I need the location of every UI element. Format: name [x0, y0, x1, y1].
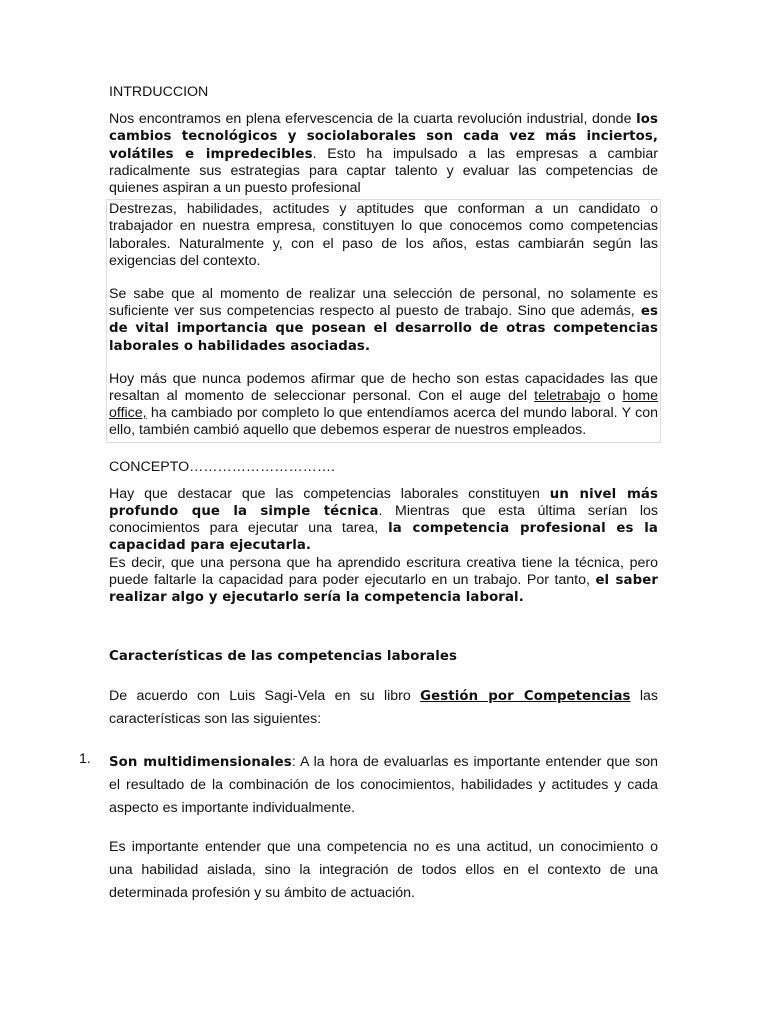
box-paragraph-2: [109, 286, 658, 355]
box-p2-text: Se sabe que al momento de realizar una selección de personal, no solamente es suficiente ver sus competencias respecto al puesto de trabajo. Sino que además,: [109, 286, 658, 320]
concept-paragraph-2: [109, 555, 658, 607]
box-paragraph-3: [109, 371, 658, 440]
concept-p1-bold-1: un nivel más profundo que la simple técnica: [109, 486, 658, 520]
list-item-term: Son multidimensionales: [109, 755, 292, 771]
characteristics-intro-b: las características son las siguientes:: [109, 688, 659, 728]
characteristics-intro-a: De acuerdo con Luis Sagi-Vela en su libro: [109, 688, 421, 705]
home-office-link[interactable]: home office,: [109, 388, 658, 422]
concept-heading: CONCEPTO………………………….: [109, 458, 335, 475]
concept-p2-bold: el saber realizar algo y ejecutarlo sería la competencia laboral.: [109, 572, 658, 606]
book-title: Gestión por Competencias: [420, 689, 631, 705]
box-p3-text-a: Hoy más que nunca podemos afirmar que de hecho son estas capacidades las que resaltan al momento de seleccionar personal. Con el auge del: [109, 370, 658, 405]
box-p2-bold: es de vital importancia que posean el desarrollo de otras competencias laborales o habilidades asociadas.: [109, 304, 658, 354]
intro-text-a: Nos encontramos en plena efervescencia de la cuarta revolución industrial, donde: [109, 111, 637, 128]
box-p3-text-b: o: [600, 388, 623, 405]
concept-p1-bold-2: la competencia profesional es la capacidad para ejecutarla.: [109, 521, 659, 554]
list-item-extra: Es importante entender que una competencia no es una actitud, un conocimiento o una habilidad aislada, sino la integración de todos ellos en el contexto de una determinada profesión y su ámbito de actuación.: [109, 839, 658, 902]
box-p3-text-c: ha cambiado por completo lo que entendíamos acerca del mundo laboral. Y con ello, también cambió aquello que debemos esperar de nuestros empleados.: [109, 405, 658, 439]
teletrabajo-link[interactable]: teletrabajo: [534, 388, 601, 405]
document-page: [79, 84, 659, 905]
concept-p1-c: . Mientras que esta última serían los conocimientos para ejecutar una tarea,: [109, 503, 658, 537]
quoted-box: [106, 199, 661, 442]
intro-text-c: . Esto ha impulsado a las empresas a cambiar radicalmente sus estrategias para captar talento y evaluar las competencias de quienes aspiran a un puesto profesional: [109, 145, 658, 197]
characteristics-list: [79, 751, 658, 905]
characteristics-intro: [109, 685, 658, 731]
intro-heading: INTRDUCCION: [109, 84, 209, 100]
intro-paragraph: [109, 111, 658, 197]
concept-paragraph-1: [109, 486, 658, 555]
list-item-number: 1.: [79, 751, 91, 768]
list-item: [79, 751, 658, 905]
list-item-text: [109, 751, 658, 820]
intro-text-bold: los cambios tecnológicos y sociolaborales son cada vez más inciertos, volátiles e impredecibles: [109, 112, 658, 162]
box-paragraph-1: Destrezas, habilidades, actitudes y aptitudes que conforman a un candidato o trabajador en nuestra empresa, constituyen lo que conocemos como competencias laborales. Naturalmente y, con el paso de los años, estas cambiarán según las exigencias del contexto.: [109, 201, 658, 269]
concept-p2-a: Es decir, que una persona que ha aprendido escritura creativa tiene la técnica, pero puede faltarle la capacidad para poder ejecutarlo en un trabajo. Por tanto,: [109, 554, 658, 588]
characteristics-title-text: Características de las competencias laborales: [109, 649, 458, 665]
concept-p1-a: Hay que destacar que las competencias laborales constituyen: [109, 485, 550, 502]
characteristics-title: [109, 648, 658, 665]
list-item-description: : A la hora de evaluarlas es importante entender que son el resultado de la combinación de los conocimientos, habilidades y actitudes y cada aspecto es importante individualmente.: [109, 754, 658, 817]
